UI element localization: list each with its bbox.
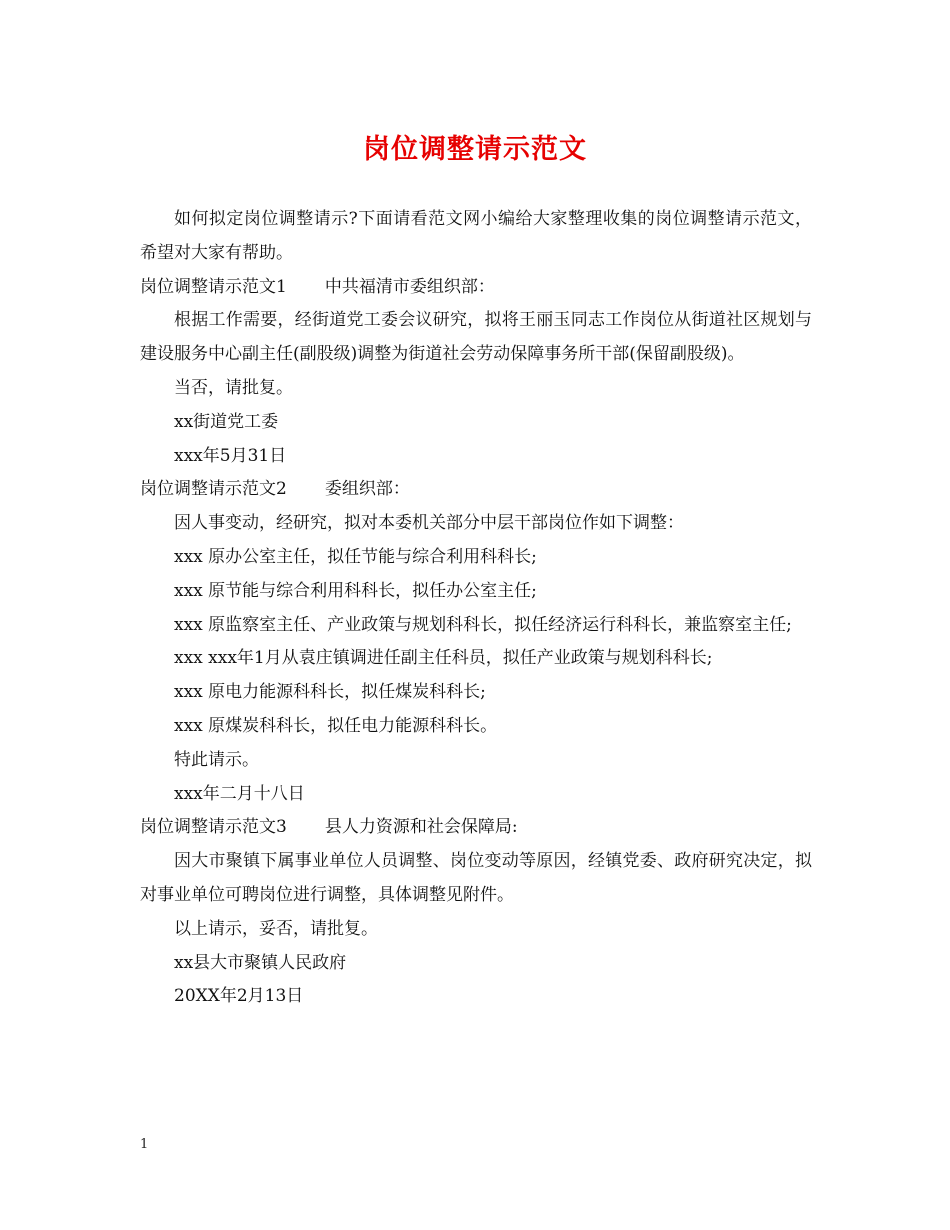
body-paragraph: xxx xxx年1月从袁庄镇调进任副主任科员，拟任产业政策与规划科科长;	[174, 648, 713, 669]
body-paragraph: 当否，请批复。	[174, 377, 293, 398]
body-paragraph: xx街道党工委	[174, 411, 279, 432]
body-paragraph: 特此请示。	[174, 749, 259, 770]
body-paragraph: 因人事变动，经研究，拟对本委机关部分中层干部岗位作如下调整：	[174, 513, 684, 534]
section-addressee: 县人力资源和社会保障局:	[324, 817, 518, 838]
section-label: 岗位调整请示范文3	[140, 817, 287, 838]
body-paragraph: xxx年二月十八日	[174, 783, 305, 804]
section-heading	[140, 473, 812, 507]
body-paragraph: xxx年5月31日	[174, 445, 287, 466]
body-paragraph: xxx 原煤炭科科长，拟任电力能源科科长。	[174, 715, 498, 736]
section-addressee: 委组织部：	[324, 479, 410, 500]
section-heading	[140, 271, 812, 305]
body-paragraph: xxx 原节能与综合利用科科长，拟任办公室主任;	[174, 580, 537, 601]
document-title: 岗位调整请示范文	[363, 134, 587, 165]
body-paragraph: xxx 原监察室主任、产业政策与规划科科长，拟任经济运行科科长，兼监察室主任;	[174, 614, 792, 635]
section-heading	[140, 811, 812, 845]
section-label: 岗位调整请示范文1	[140, 276, 287, 297]
body-paragraph: xxx 原电力能源科科长，拟任煤炭科科长;	[174, 682, 486, 703]
body-paragraph: 20XX年2月13日	[174, 986, 304, 1007]
page-number: 1	[140, 1137, 149, 1152]
body-paragraph: 因大市聚镇下属事业单位人员调整、岗位变动等原因，经镇党委、政府研究决定，拟对事业单位可聘岗位进行调整，具体调整见附件。	[140, 851, 812, 905]
body-paragraph: 如何拟定岗位调整请示?下面请看范文网小编给大家整理收集的岗位调整请示范文，希望对大家有帮助。	[140, 209, 812, 263]
body-paragraph: xx县大市聚镇人民政府	[174, 952, 347, 973]
body-paragraph: 以上请示，妥否，请批复。	[174, 918, 378, 939]
document-body	[140, 203, 812, 1014]
body-paragraph: 根据工作需要，经街道党工委会议研究，拟将王丽玉同志工作岗位从街道社区规划与建设服务中心副主任(副股级)调整为街道社会劳动保障事务所干部(保留副股级)。	[140, 310, 812, 365]
section-addressee: 中共福清市委组织部：	[324, 276, 495, 297]
section-label: 岗位调整请示范文2	[140, 479, 287, 500]
body-paragraph: xxx 原办公室主任，拟任节能与综合利用科科长;	[174, 546, 537, 567]
